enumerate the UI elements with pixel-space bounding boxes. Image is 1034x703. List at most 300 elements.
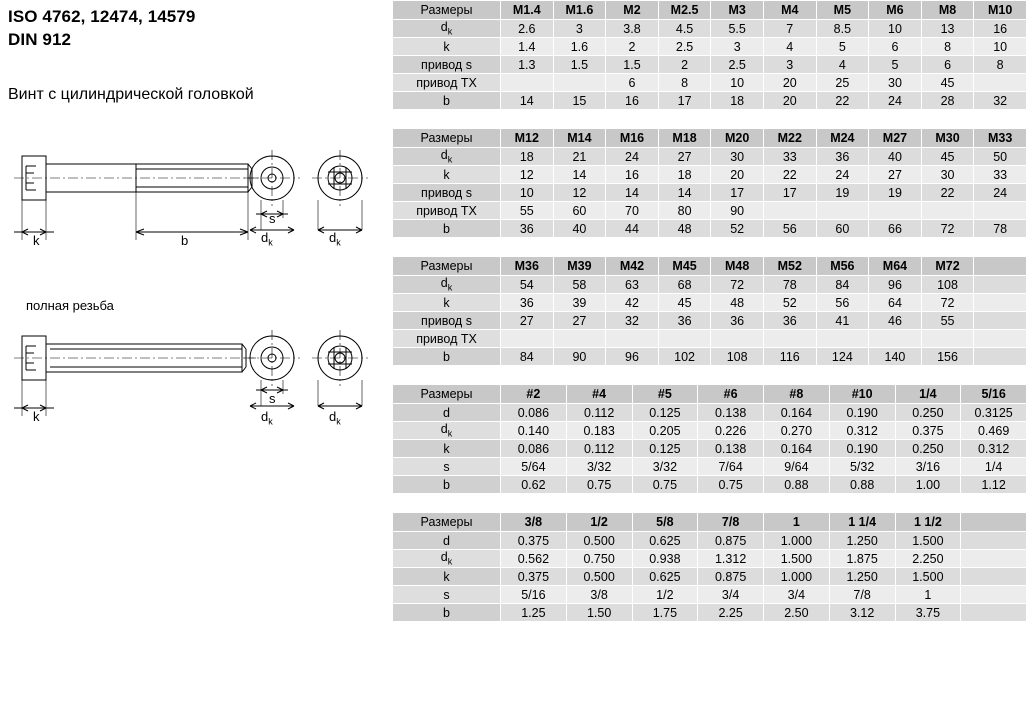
table-cell: 22 xyxy=(921,184,974,202)
row-header-text: привод s xyxy=(421,313,472,328)
table-cell: 1.000 xyxy=(764,532,830,550)
row-header-text: d xyxy=(440,276,448,291)
table-cell: 36 xyxy=(711,312,764,330)
table-cell: 1.5 xyxy=(553,56,606,74)
column-header: #10 xyxy=(829,385,895,404)
table-cell: 8 xyxy=(974,56,1027,74)
table-cell: 84 xyxy=(501,348,554,366)
table-cell: 3/4 xyxy=(698,586,764,604)
table-cell: 3 xyxy=(763,56,816,74)
label-dk-full-thread: $d_k$ xyxy=(261,409,273,427)
table-cell: 44 xyxy=(606,220,659,238)
table-row xyxy=(393,440,1027,458)
table-cell: 14 xyxy=(658,184,711,202)
table-cell: 108 xyxy=(921,276,974,294)
table-cell: 36 xyxy=(501,294,554,312)
table-cell: 1 xyxy=(895,586,961,604)
table-cell: 32 xyxy=(974,92,1027,110)
table-row xyxy=(393,348,1027,366)
left-column xyxy=(0,0,385,703)
full-thread-caption: полная резьба xyxy=(26,298,114,313)
column-header: #5 xyxy=(632,385,698,404)
table-cell: 0.190 xyxy=(829,404,895,422)
row-header-text: привод TX xyxy=(416,331,477,346)
table-cell: 0.500 xyxy=(566,532,632,550)
table-cell: 3.8 xyxy=(606,20,659,38)
table-cell: 0.375 xyxy=(501,568,567,586)
table-cell xyxy=(711,330,764,348)
table-cell: 4 xyxy=(816,56,869,74)
table-cell: 6 xyxy=(921,56,974,74)
label-k-full-thread: k xyxy=(33,409,40,424)
table-cell: 7/8 xyxy=(829,586,895,604)
table-cell xyxy=(869,330,922,348)
table-cell: 1.312 xyxy=(698,550,764,568)
row-header xyxy=(393,348,501,366)
page-title xyxy=(8,6,195,52)
table-cell: 6 xyxy=(606,74,659,92)
table-cell: 0.112 xyxy=(566,404,632,422)
table-cell: 0.75 xyxy=(698,476,764,494)
table-cell: 28 xyxy=(921,92,974,110)
table-cell: 5/64 xyxy=(501,458,567,476)
row-header-text: s xyxy=(443,459,450,474)
table-cell: 0.375 xyxy=(895,422,961,440)
table-cell: 3 xyxy=(553,20,606,38)
column-header: M42 xyxy=(606,257,659,276)
column-header: M36 xyxy=(501,257,554,276)
row-header xyxy=(393,604,501,622)
column-header: #2 xyxy=(501,385,567,404)
row-header xyxy=(393,312,501,330)
table-cell: 0.164 xyxy=(764,404,830,422)
row-header xyxy=(393,404,501,422)
table-cell: 33 xyxy=(763,148,816,166)
table-cell: 27 xyxy=(501,312,554,330)
table-cell: 42 xyxy=(606,294,659,312)
table-cell: 40 xyxy=(553,220,606,238)
table-cell: 2.50 xyxy=(764,604,830,622)
table-cell: 39 xyxy=(553,294,606,312)
table-cell: 1/4 xyxy=(961,458,1027,476)
table-metric-medium xyxy=(392,128,1027,238)
table-cell: 0.75 xyxy=(566,476,632,494)
table-cell xyxy=(961,604,1027,622)
table-cell xyxy=(763,202,816,220)
table-cell: 63 xyxy=(606,276,659,294)
table-cell: 60 xyxy=(553,202,606,220)
row-header-subscript: k xyxy=(447,428,453,439)
table-cell: 0.312 xyxy=(961,440,1027,458)
table-cell: 22 xyxy=(763,166,816,184)
table-cell xyxy=(869,202,922,220)
label-b-standard: b xyxy=(181,233,189,248)
table-cell: 3/32 xyxy=(632,458,698,476)
table-cell xyxy=(974,294,1027,312)
label-s-standard: s xyxy=(269,211,276,226)
column-header: M2.5 xyxy=(658,1,711,20)
row-header xyxy=(393,458,501,476)
column-header: M5 xyxy=(816,1,869,20)
table-cell: 4.5 xyxy=(658,20,711,38)
table-cell: 0.750 xyxy=(566,550,632,568)
table-cell: 5 xyxy=(869,56,922,74)
column-header: M20 xyxy=(711,129,764,148)
table-cell: 50 xyxy=(974,148,1027,166)
table-row xyxy=(393,166,1027,184)
table-cell xyxy=(961,550,1027,568)
table-cell: 0.500 xyxy=(566,568,632,586)
table-cell: 60 xyxy=(816,220,869,238)
table-cell xyxy=(501,74,554,92)
table-cell xyxy=(974,202,1027,220)
table-cell: 55 xyxy=(501,202,554,220)
table-cell: 36 xyxy=(763,312,816,330)
column-header: M1.6 xyxy=(553,1,606,20)
table-imperial-large xyxy=(392,512,1027,622)
table-cell: 10 xyxy=(711,74,764,92)
table-cell xyxy=(974,276,1027,294)
table-cell: 90 xyxy=(711,202,764,220)
table-header-row xyxy=(393,1,1027,20)
table-cell: 0.140 xyxy=(501,422,567,440)
table-header-row xyxy=(393,385,1027,404)
row-header-text: k xyxy=(443,295,450,310)
table-cell: 27 xyxy=(869,166,922,184)
table-cell: 24 xyxy=(606,148,659,166)
table-cell: 1.500 xyxy=(895,532,961,550)
table-cell: 56 xyxy=(763,220,816,238)
table-cell: 0.875 xyxy=(698,532,764,550)
table-cell: 27 xyxy=(553,312,606,330)
column-header-label: Размеры xyxy=(393,385,501,404)
table-cell: 1.00 xyxy=(895,476,961,494)
row-header xyxy=(393,476,501,494)
table-cell: 55 xyxy=(921,312,974,330)
table-row xyxy=(393,312,1027,330)
table-cell: 27 xyxy=(658,148,711,166)
table-cell: 0.75 xyxy=(632,476,698,494)
row-header-text: привод s xyxy=(421,185,472,200)
table-cell: 0.625 xyxy=(632,568,698,586)
table-cell: 54 xyxy=(501,276,554,294)
table-cell: 18 xyxy=(658,166,711,184)
table-cell: 1.4 xyxy=(501,38,554,56)
table-cell: 0.125 xyxy=(632,404,698,422)
column-header: 5/16 xyxy=(961,385,1027,404)
table-cell: 80 xyxy=(658,202,711,220)
row-header xyxy=(393,166,501,184)
table-cell: 72 xyxy=(921,220,974,238)
table-cell: 0.270 xyxy=(764,422,830,440)
table-row xyxy=(393,276,1027,294)
row-header-subscript: k xyxy=(447,26,453,37)
table-cell: 140 xyxy=(869,348,922,366)
table-cell: 15 xyxy=(553,92,606,110)
table-cell: 0.625 xyxy=(632,532,698,550)
table-cell: 1/2 xyxy=(632,586,698,604)
table-cell: 96 xyxy=(606,348,659,366)
table-cell: 0.875 xyxy=(698,568,764,586)
column-header-label: Размеры xyxy=(393,257,501,276)
row-header xyxy=(393,56,501,74)
column-header: M52 xyxy=(763,257,816,276)
table-cell: 17 xyxy=(711,184,764,202)
row-header-text: привод TX xyxy=(416,75,477,90)
table-cell: 3/16 xyxy=(895,458,961,476)
table-cell: 10 xyxy=(869,20,922,38)
table-cell: 0.086 xyxy=(501,440,567,458)
table-cell: 16 xyxy=(606,166,659,184)
table-cell xyxy=(816,202,869,220)
table-row xyxy=(393,568,1027,586)
screw-drawing-full-thread-svg xyxy=(4,320,380,440)
table-cell: 1.250 xyxy=(829,568,895,586)
table-cell: 0.375 xyxy=(501,532,567,550)
row-header xyxy=(393,568,501,586)
table-cell: 14 xyxy=(553,166,606,184)
row-header-subscript: k xyxy=(447,154,453,165)
row-header-text: привод s xyxy=(421,57,472,72)
table-cell: 0.562 xyxy=(501,550,567,568)
label-k-standard: k xyxy=(33,233,40,248)
table-cell: 1.75 xyxy=(632,604,698,622)
table-cell: 41 xyxy=(816,312,869,330)
column-header: M39 xyxy=(553,257,606,276)
row-header xyxy=(393,38,501,56)
column-header: M2 xyxy=(606,1,659,20)
table-cell: 7/64 xyxy=(698,458,764,476)
table-cell: 2.5 xyxy=(711,56,764,74)
table-cell: 66 xyxy=(869,220,922,238)
table-cell: 1.50 xyxy=(566,604,632,622)
table-cell xyxy=(974,330,1027,348)
column-header: M64 xyxy=(869,257,922,276)
table-cell: 45 xyxy=(921,148,974,166)
table-cell xyxy=(553,74,606,92)
table-cell: 0.125 xyxy=(632,440,698,458)
column-header: 3/8 xyxy=(501,513,567,532)
row-header-text: b xyxy=(443,349,450,364)
table-cell: 48 xyxy=(658,220,711,238)
table-cell: 0.62 xyxy=(501,476,567,494)
table-cell: 0.250 xyxy=(895,404,961,422)
table-cell: 1.875 xyxy=(829,550,895,568)
table-cell: 20 xyxy=(711,166,764,184)
screw-drawing-standard-svg xyxy=(4,140,380,270)
table-cell: 0.88 xyxy=(764,476,830,494)
row-header xyxy=(393,550,501,568)
table-cell: 16 xyxy=(606,92,659,110)
table-row xyxy=(393,586,1027,604)
table-cell: 3.75 xyxy=(895,604,961,622)
table-cell: 72 xyxy=(711,276,764,294)
table-cell: 3/8 xyxy=(566,586,632,604)
table-cell: 3/4 xyxy=(764,586,830,604)
table-cell: 56 xyxy=(816,294,869,312)
title-line-1: ISO 4762, 12474, 14579 xyxy=(8,7,196,26)
table-row xyxy=(393,404,1027,422)
table-cell: 0.312 xyxy=(829,422,895,440)
table-cell: 0.938 xyxy=(632,550,698,568)
row-header-text: b xyxy=(443,605,450,620)
table-cell: 64 xyxy=(869,294,922,312)
row-header-text: d xyxy=(440,148,448,163)
row-header-text: b xyxy=(443,93,450,108)
table-cell: 30 xyxy=(921,166,974,184)
table-cell: 36 xyxy=(501,220,554,238)
table-cell: 52 xyxy=(711,220,764,238)
table-row xyxy=(393,422,1027,440)
table-metric-large xyxy=(392,256,1027,366)
table-row xyxy=(393,550,1027,568)
table-cell xyxy=(961,568,1027,586)
column-header: 1/2 xyxy=(566,513,632,532)
column-header: 5/8 xyxy=(632,513,698,532)
row-header xyxy=(393,202,501,220)
table-cell: 48 xyxy=(711,294,764,312)
table-cell: 68 xyxy=(658,276,711,294)
table-cell: 2 xyxy=(658,56,711,74)
table-cell: 36 xyxy=(816,148,869,166)
table-cell: 13 xyxy=(921,20,974,38)
table-cell: 8.5 xyxy=(816,20,869,38)
table-cell xyxy=(763,330,816,348)
column-header: 1/4 xyxy=(895,385,961,404)
table-cell: 2.6 xyxy=(501,20,554,38)
table-cell: 1.12 xyxy=(961,476,1027,494)
table-header-row xyxy=(393,129,1027,148)
column-header-label: Размеры xyxy=(393,129,501,148)
table-cell: 1.500 xyxy=(895,568,961,586)
column-header: M6 xyxy=(869,1,922,20)
label-s-full-thread: s xyxy=(269,391,276,406)
table-cell xyxy=(816,330,869,348)
table-cell: 7 xyxy=(763,20,816,38)
table-cell: 8 xyxy=(658,74,711,92)
table-cell: 17 xyxy=(658,92,711,110)
row-header xyxy=(393,532,501,550)
table-cell: 21 xyxy=(553,148,606,166)
table-cell: 45 xyxy=(921,74,974,92)
row-header xyxy=(393,440,501,458)
column-header: M14 xyxy=(553,129,606,148)
table-cell: 0.250 xyxy=(895,440,961,458)
table-cell: 12 xyxy=(501,166,554,184)
table-cell: 18 xyxy=(501,148,554,166)
table-cell: 0.205 xyxy=(632,422,698,440)
table-cell: 19 xyxy=(869,184,922,202)
column-header: M72 xyxy=(921,257,974,276)
table-cell: 3/32 xyxy=(566,458,632,476)
row-header xyxy=(393,20,501,38)
row-header-text: b xyxy=(443,477,450,492)
table-cell: 1.000 xyxy=(764,568,830,586)
table-row xyxy=(393,220,1027,238)
table-cell: 2.25 xyxy=(698,604,764,622)
column-header: M3 xyxy=(711,1,764,20)
row-header-text: привод TX xyxy=(416,203,477,218)
table-cell: 5/32 xyxy=(829,458,895,476)
table-cell: 156 xyxy=(921,348,974,366)
screw-drawing-standard xyxy=(4,140,380,270)
column-header-label: Размеры xyxy=(393,513,501,532)
table-cell: 0.164 xyxy=(764,440,830,458)
row-header xyxy=(393,74,501,92)
table-cell: 16 xyxy=(974,20,1027,38)
column-header xyxy=(974,257,1027,276)
table-cell: 116 xyxy=(763,348,816,366)
row-header-text: k xyxy=(443,441,450,456)
row-header xyxy=(393,184,501,202)
row-header-text: d xyxy=(440,422,448,437)
table-cell: 84 xyxy=(816,276,869,294)
column-header: #4 xyxy=(566,385,632,404)
table-row xyxy=(393,202,1027,220)
row-header-text: s xyxy=(443,587,450,602)
table-cell: 124 xyxy=(816,348,869,366)
row-header xyxy=(393,148,501,166)
table-cell: 10 xyxy=(501,184,554,202)
table-cell: 0.112 xyxy=(566,440,632,458)
table-cell xyxy=(974,74,1027,92)
table-row xyxy=(393,532,1027,550)
table-row xyxy=(393,604,1027,622)
table-cell: 1.250 xyxy=(829,532,895,550)
column-header: M45 xyxy=(658,257,711,276)
row-header xyxy=(393,330,501,348)
page-subtitle: Винт с цилиндрической головкой xyxy=(8,86,254,103)
row-header-text: b xyxy=(443,221,450,236)
column-header: M4 xyxy=(763,1,816,20)
table-cell xyxy=(974,348,1027,366)
label-dk-standard: $d_k$ xyxy=(261,230,273,248)
table-cell: 18 xyxy=(711,92,764,110)
row-header-text: d xyxy=(440,20,448,35)
table-cell: 9/64 xyxy=(764,458,830,476)
table-cell: 78 xyxy=(763,276,816,294)
column-header: 7/8 xyxy=(698,513,764,532)
table-cell: 0.183 xyxy=(566,422,632,440)
label-dk2-full-thread: $d_k$ xyxy=(329,409,341,427)
title-line-2: DIN 912 xyxy=(8,29,72,49)
screw-drawing-full-thread xyxy=(4,320,380,440)
table-cell: 17 xyxy=(763,184,816,202)
column-header: M8 xyxy=(921,1,974,20)
table-cell: 32 xyxy=(606,312,659,330)
column-header: M56 xyxy=(816,257,869,276)
table-cell: 0.3125 xyxy=(961,404,1027,422)
table-cell: 5/16 xyxy=(501,586,567,604)
column-header: M48 xyxy=(711,257,764,276)
table-cell: 46 xyxy=(869,312,922,330)
row-header xyxy=(393,220,501,238)
table-cell xyxy=(961,532,1027,550)
row-header-text: d xyxy=(440,550,448,565)
table-metric-small xyxy=(392,0,1027,110)
table-cell: 0.190 xyxy=(829,440,895,458)
table-header-row xyxy=(393,513,1027,532)
table-cell xyxy=(974,312,1027,330)
table-cell xyxy=(606,330,659,348)
table-cell: 4 xyxy=(763,38,816,56)
table-cell: 3 xyxy=(711,38,764,56)
table-cell: 5 xyxy=(816,38,869,56)
column-header: M27 xyxy=(869,129,922,148)
table-cell: 0.226 xyxy=(698,422,764,440)
row-header-text: k xyxy=(443,569,450,584)
table-cell: 1.25 xyxy=(501,604,567,622)
